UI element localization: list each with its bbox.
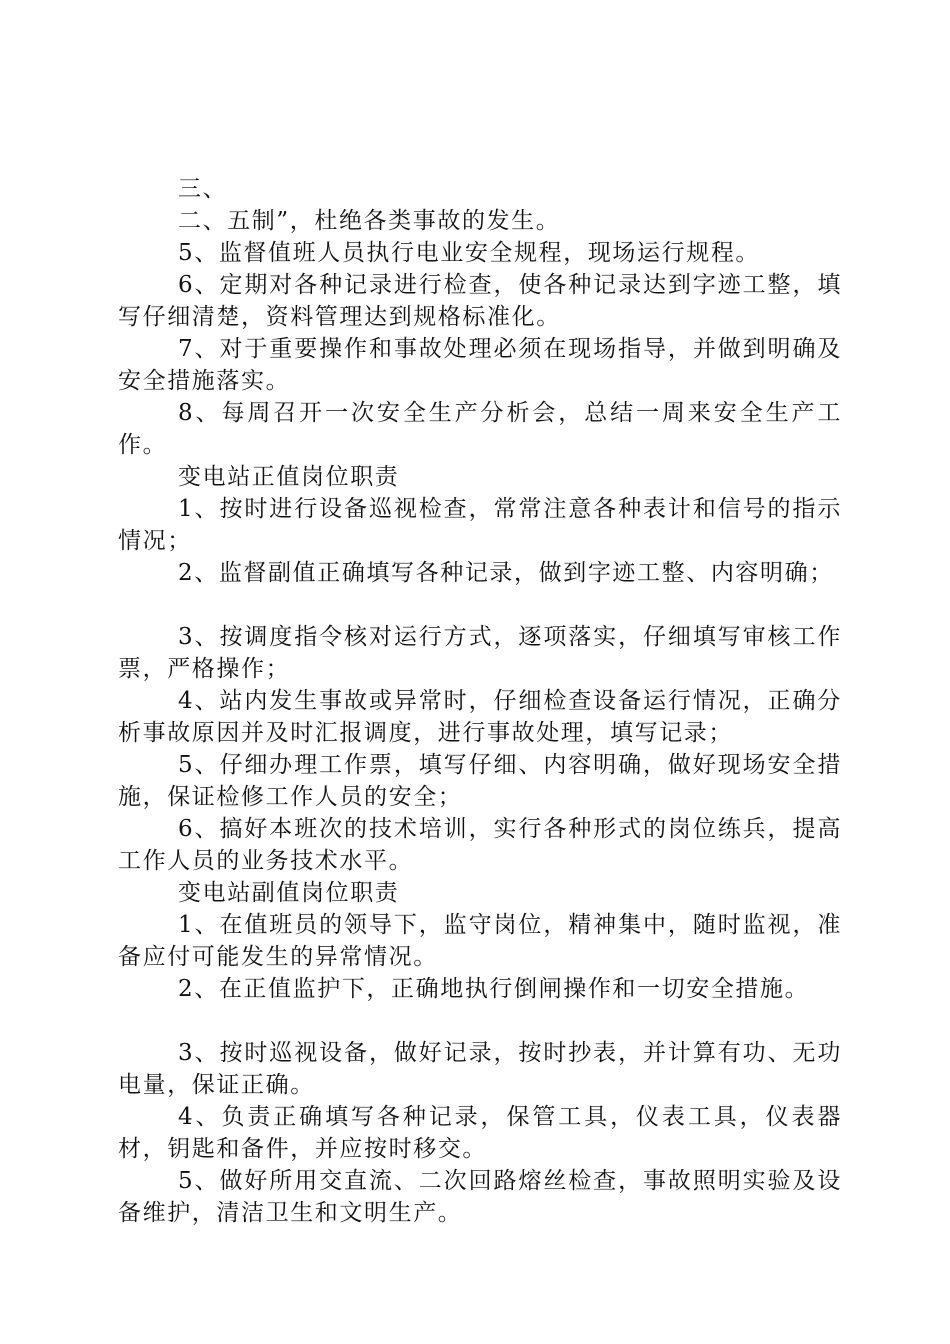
- paragraph-chief-item-1: 1、按时进行设备巡视检查，常常注意各种表计和信号的指示情况；: [118, 496, 842, 554]
- paragraph-deputy-item-4: 4、负责正确填写各种记录，保管工具，仪表工具，仪表器材，钥匙和备件，并应按时移交。: [118, 1104, 842, 1162]
- paragraph-item-5: 5、监督值班人员执行电业安全规程，现场运行规程。: [178, 240, 761, 266]
- paragraph-deputy-item-2: 2、在正值监护下，正确地执行倒闸操作和一切安全措施。: [178, 976, 810, 1002]
- paragraph-chief-item-2: 2、监督副值正确填写各种记录，做到字迹工整、内容明确；: [178, 560, 834, 586]
- paragraph-item-8: 8、每周召开一次安全生产分析会，总结一周来安全生产工作。: [118, 400, 842, 458]
- paragraph-deputy-item-5: 5、做好所用交直流、二次回路熔丝检查，事故照明实验及设备维护，清洁卫生和文明生产。: [118, 1168, 842, 1226]
- paragraph-chief-item-6: 6、搞好本班次的技术培训，实行各种形式的岗位练兵，提高工作人员的业务技术水平。: [118, 816, 842, 874]
- paragraph-section-three: 三、: [178, 176, 228, 202]
- paragraph-item-7: 7、对于重要操作和事故处理必须在现场指导，并做到明确及安全措施落实。: [118, 336, 842, 394]
- paragraph-chief-item-5: 5、仔细办理工作票，填写仔细、内容明确，做好现场安全措施，保证检修工作人员的安全；: [118, 752, 842, 810]
- paragraph-deputy-item-3: 3、按时巡视设备，做好记录，按时抄表，并计算有功、无功电量，保证正确。: [118, 1040, 842, 1098]
- paragraph-chief-item-4: 4、站内发生事故或异常时，仔细检查设备运行情况，正确分析事故原因并及时汇报调度，进行事故处理，填写记录；: [118, 688, 842, 746]
- paragraph-five-systems: 二、五制”，杜绝各类事故的发生。: [178, 208, 561, 234]
- document-body: [118, 173, 842, 1229]
- blank-line: [118, 589, 842, 621]
- paragraph-deputy-item-1: 1、在值班员的领导下，监守岗位，精神集中，随时监视，准备应付可能发生的异常情况。: [118, 912, 842, 970]
- blank-line: [118, 1005, 842, 1037]
- section-heading-deputy-duty: 变电站副值岗位职责: [178, 880, 400, 906]
- section-heading-chief-duty: 变电站正值岗位职责: [178, 464, 400, 490]
- paragraph-chief-item-3: 3、按调度指令核对运行方式，逐项落实，仔细填写审核工作票，严格操作；: [118, 624, 842, 682]
- paragraph-item-6: 6、定期对各种记录进行检查，使各种记录达到字迹工整，填写仔细清楚，资料管理达到规格标准化。: [118, 272, 842, 330]
